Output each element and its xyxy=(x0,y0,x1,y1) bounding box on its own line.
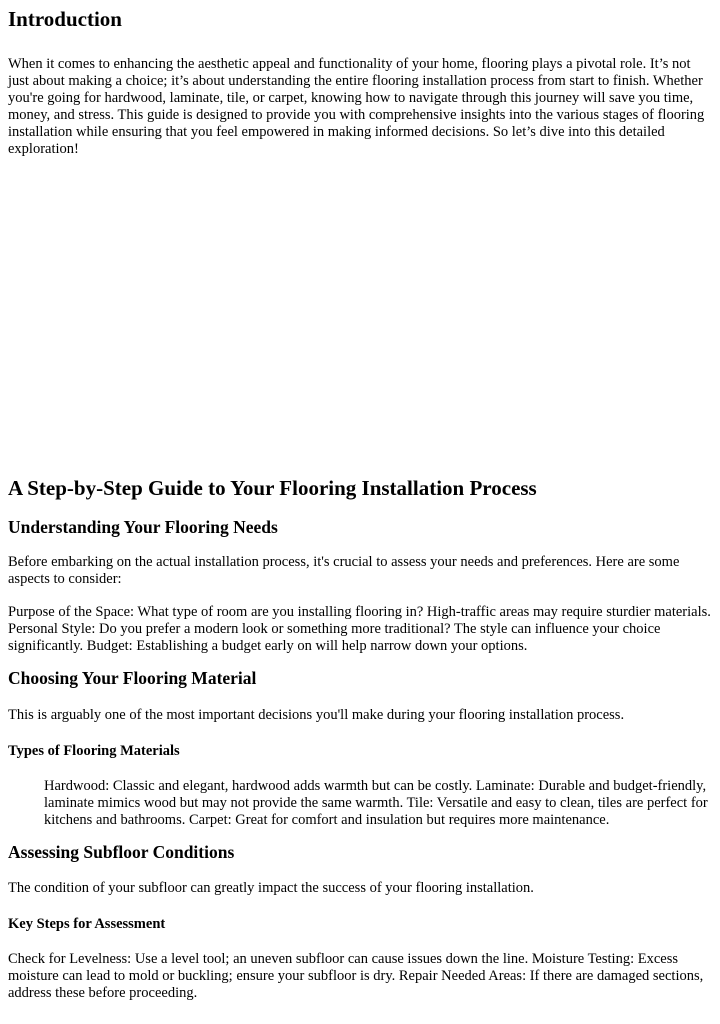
article xyxy=(0,7,720,1002)
types-heading: Types of Flooring Materials xyxy=(8,743,180,759)
needs-paragraph: Before embarking on the actual installation process, it's crucial to assess your needs and preferences. Here are some aspects to consider: xyxy=(8,554,680,587)
key-steps-text: Check for Levelness: Use a level tool; an uneven subfloor can cause issues down the line. Moisture Testing: Excess moisture can lead to mold or buckling; ensure your subfloor is dry. Repair Needed Areas: If there are damaged sections, address these before proceeding. xyxy=(8,951,704,1001)
guide-heading: A Step-by-Step Guide to Your Flooring Installation Process xyxy=(8,476,537,500)
material-heading: Choosing Your Flooring Material xyxy=(8,668,257,688)
key-steps-heading: Key Steps for Assessment xyxy=(8,916,166,932)
material-paragraph: This is arguably one of the most important decisions you'll make during your flooring installation process. xyxy=(8,707,625,723)
types-list: Hardwood: Classic and elegant, hardwood adds warmth but can be costly. Laminate: Durable and budget-friendly, laminate mimics wood but may not provide the same warmth. Tile: Versatile and easy to clean, tiles are perfect for kitchens and bathrooms. Carpet: Great for comfort and insulation but requires more maintenance. xyxy=(44,778,708,828)
blank-image-area xyxy=(8,158,712,476)
needs-aspects: Purpose of the Space: What type of room are you installing flooring in? High-traffic areas may require sturdier materials. Personal Style: Do you prefer a modern look or something more traditional? The style can influence your choice significantly. Budget: Establishing a budget early on will help narrow down your options. xyxy=(8,604,711,654)
subfloor-heading: Assessing Subfloor Conditions xyxy=(8,842,235,862)
intro-heading: Introduction xyxy=(8,7,122,31)
intro-paragraph: When it comes to enhancing the aesthetic appeal and functionality of your home, flooring plays a pivotal role. It’s not just about making a choice; it’s about understanding the entire flooring installation process from start to finish. Whether you're going for hardwood, laminate, tile, or carpet, knowing how to navigate through this journey will save you time, money, and stress. This guide is designed to provide you with comprehensive insights into the various stages of flooring installation while ensuring that you feel empowered in making informed decisions. So let’s dive into this detailed exploration! xyxy=(8,56,705,157)
subfloor-paragraph: The condition of your subfloor can greatly impact the success of your flooring installation. xyxy=(8,880,534,896)
needs-heading: Understanding Your Flooring Needs xyxy=(8,517,278,537)
